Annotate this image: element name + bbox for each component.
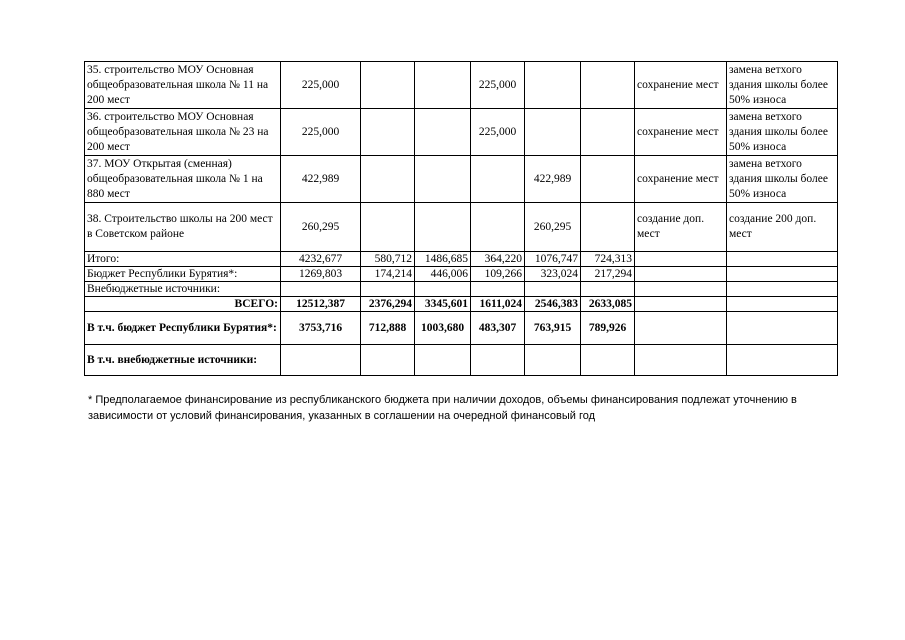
project-year-value: [525, 62, 581, 109]
project-year-value: [471, 156, 525, 203]
project-year-value: [415, 203, 471, 252]
summary-value: 580,712: [361, 252, 415, 267]
summary-label: В т.ч. бюджет Республики Бурятия*:: [85, 312, 281, 345]
empty-cell: [727, 345, 838, 376]
summary-value: 2376,294: [361, 297, 415, 312]
project-year-value: 225,000: [471, 62, 525, 109]
project-year-value: [581, 156, 635, 203]
summary-value: [471, 282, 525, 297]
summary-row-incl-rb: [85, 312, 838, 345]
project-year-value: [581, 203, 635, 252]
empty-cell: [727, 252, 838, 267]
project-name: 37. МОУ Открытая (сменная) общеобразовательная школа № 1 на 880 мест: [85, 156, 281, 203]
project-year-value: [415, 156, 471, 203]
summary-value: 789,926: [581, 312, 635, 345]
summary-row-vsego: [85, 297, 838, 312]
project-name: 35. строительство МОУ Основная общеобразовательная школа № 11 на 200 мест: [85, 62, 281, 109]
summary-value: 323,024: [525, 267, 581, 282]
summary-value: [281, 345, 361, 376]
project-total: 260,295: [281, 203, 361, 252]
project-result: сохранение мест: [635, 156, 727, 203]
financing-table: [84, 61, 838, 376]
summary-value: 763,915: [525, 312, 581, 345]
project-justification: создание 200 доп. мест: [727, 203, 838, 252]
empty-cell: [635, 297, 727, 312]
empty-cell: [727, 282, 838, 297]
project-name: 36. строительство МОУ Основная общеобразовательная школа № 23 на 200 мест: [85, 109, 281, 156]
summary-value: 217,294: [581, 267, 635, 282]
empty-cell: [727, 312, 838, 345]
project-year-value: [361, 203, 415, 252]
empty-cell: [635, 345, 727, 376]
project-result: создание доп. мест: [635, 203, 727, 252]
summary-value: 483,307: [471, 312, 525, 345]
summary-value: [415, 345, 471, 376]
project-year-value: [361, 156, 415, 203]
project-total: 422,989: [281, 156, 361, 203]
project-name: 38. Строительство школы на 200 мест в Советском районе: [85, 203, 281, 252]
summary-label: Бюджет Республики Бурятия*:: [85, 267, 281, 282]
summary-value: [525, 345, 581, 376]
empty-cell: [635, 267, 727, 282]
summary-value: [281, 282, 361, 297]
table-row: [85, 203, 838, 252]
summary-value: 1269,803: [281, 267, 361, 282]
empty-cell: [635, 312, 727, 345]
summary-value: 712,888: [361, 312, 415, 345]
summary-label: ВСЕГО:: [85, 297, 281, 312]
project-year-value: [581, 109, 635, 156]
project-year-value: [525, 109, 581, 156]
summary-value: [581, 282, 635, 297]
project-result: сохранение мест: [635, 62, 727, 109]
table-row: [85, 62, 838, 109]
project-year-value: [361, 62, 415, 109]
project-year-value: 225,000: [471, 109, 525, 156]
summary-label: Внебюджетные источники:: [85, 282, 281, 297]
table-row: [85, 109, 838, 156]
summary-value: 1486,685: [415, 252, 471, 267]
project-year-value: [471, 203, 525, 252]
summary-value: 1076,747: [525, 252, 581, 267]
project-justification: замена ветхого здания школы более 50% износа: [727, 62, 838, 109]
empty-cell: [727, 267, 838, 282]
summary-row-itogo: [85, 252, 838, 267]
summary-value: [361, 282, 415, 297]
project-year-value: [415, 109, 471, 156]
summary-value: 12512,387: [281, 297, 361, 312]
empty-cell: [727, 297, 838, 312]
summary-label: В т.ч. внебюджетные источники:: [85, 345, 281, 376]
project-total: 225,000: [281, 62, 361, 109]
summary-value: 3753,716: [281, 312, 361, 345]
summary-value: 364,220: [471, 252, 525, 267]
summary-value: [471, 345, 525, 376]
summary-row-extra: [85, 282, 838, 297]
project-year-value: 260,295: [525, 203, 581, 252]
summary-value: 3345,601: [415, 297, 471, 312]
summary-row-budget-rb: [85, 267, 838, 282]
project-justification: замена ветхого здания школы более 50% износа: [727, 156, 838, 203]
summary-value: [415, 282, 471, 297]
summary-value: 109,266: [471, 267, 525, 282]
summary-value: 2633,085: [581, 297, 635, 312]
summary-row-incl-extra: [85, 345, 838, 376]
summary-value: 2546,383: [525, 297, 581, 312]
project-year-value: [581, 62, 635, 109]
summary-value: 4232,677: [281, 252, 361, 267]
table-row: [85, 156, 838, 203]
summary-value: [361, 345, 415, 376]
summary-value: [581, 345, 635, 376]
empty-cell: [635, 282, 727, 297]
summary-value: 724,313: [581, 252, 635, 267]
project-justification: замена ветхого здания школы более 50% износа: [727, 109, 838, 156]
project-year-value: 422,989: [525, 156, 581, 203]
summary-value: [525, 282, 581, 297]
summary-value: 446,006: [415, 267, 471, 282]
summary-value: 1003,680: [415, 312, 471, 345]
footnote: * Предполагаемое финансирование из республиканского бюджета при наличии доходов, объемы финансирования подлежат уточнению в зависимости от условий финансирования, указанных в соглашении на очередной финансовый год: [88, 394, 797, 422]
project-total: 225,000: [281, 109, 361, 156]
project-year-value: [415, 62, 471, 109]
project-year-value: [361, 109, 415, 156]
summary-value: 174,214: [361, 267, 415, 282]
summary-label: Итого:: [85, 252, 281, 267]
empty-cell: [635, 252, 727, 267]
project-result: сохранение мест: [635, 109, 727, 156]
summary-value: 1611,024: [471, 297, 525, 312]
